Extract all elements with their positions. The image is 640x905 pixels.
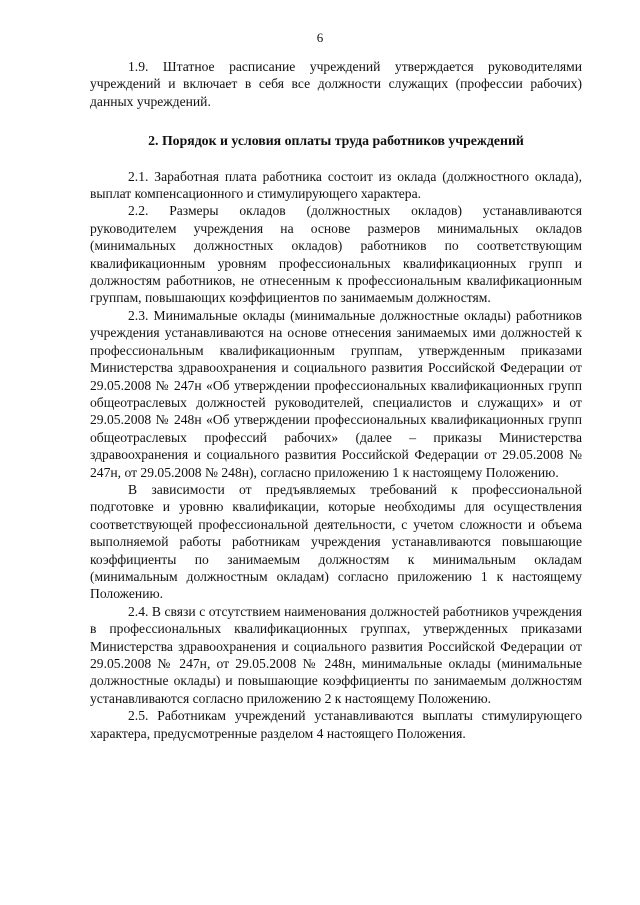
paragraph-2-2: 2.2. Размеры окладов (должностных окладов) устанавливаются руководителем учреждения на основе размеров минимальных окладов (минимальных должностных окладов) работников по соответствующим квалификационным уровням профессиональных квалификационных групп и должностям работников, не отнесенным к профессиональным квалификационным группам, повышающих коэффициентов по занимаемым должностям. <box>90 203 582 306</box>
document-body <box>90 58 582 742</box>
paragraph-2-5: 2.5. Работникам учреждений устанавливаются выплаты стимулирующего характера, предусмотренные разделом 4 настоящего Положения. <box>90 708 582 741</box>
section-heading: 2. Порядок и условия оплаты труда работников учреждений <box>148 133 524 149</box>
page-number: 6 <box>316 30 324 45</box>
paragraph-1-9: 1.9. Штатное расписание учреждений утверждается руководителями учреждений и включает в себя все должности служащих (профессии рабочих) данных учреждений. <box>90 59 582 109</box>
paragraph-2-3: 2.3. Минимальные оклады (минимальные должностные оклады) работников учреждения устанавливаются на основе отнесения занимаемых ими должностей к профессиональным квалификационным группам, утвержденным приказами Министерства здравоохранения и социального развития Российской Федерации от 29.05.2008 № 247н «Об утверждении профессиональных квалификационных групп общеотраслевых должностей руководителей, специалистов и служащих» и от 29.05.2008 № 248н «Об утверждении профессиональных квалификационных групп общеотраслевых профессий рабочих» (далее – приказы Министерства здравоохранения и социального развития Российской Федерации от 29.05.2008 № 247н, от 29.05.2008 № 248н), согласно приложению 1 к настоящему Положению. <box>90 307 582 480</box>
paragraph-2-1: 2.1. Заработная плата работника состоит из оклада (должностного оклада), выплат компенсационного и стимулирующего характера. <box>90 168 582 202</box>
paragraph-2-4: 2.4. В связи с отсутствием наименования должностей работников учреждения в профессиональных квалификационных группах, утвержденных приказами Министерства здравоохранения и социального развития Российской Федерации от 29.05.2008 № 247н, от 29.05.2008 № 248н, минимальные оклады (минимальные должностные оклады) и повышающие коэффициенты по занимаемым должностям устанавливаются согласно приложению 2 к настоящему Положению. <box>90 603 582 706</box>
paragraph-2-3-continued: В зависимости от предъявляемых требований к профессиональной подготовке и уровню квалификации, которые необходимы для осуществления соответствующей профессиональной деятельности, с учетом сложности и объема выполняемой работы работникам учреждения устанавливаются повышающие коэффициенты по занимаемым должностям к минимальным окладам (минимальным должностным окладам) согласно приложению 1 к настоящему Положению. <box>90 481 582 602</box>
